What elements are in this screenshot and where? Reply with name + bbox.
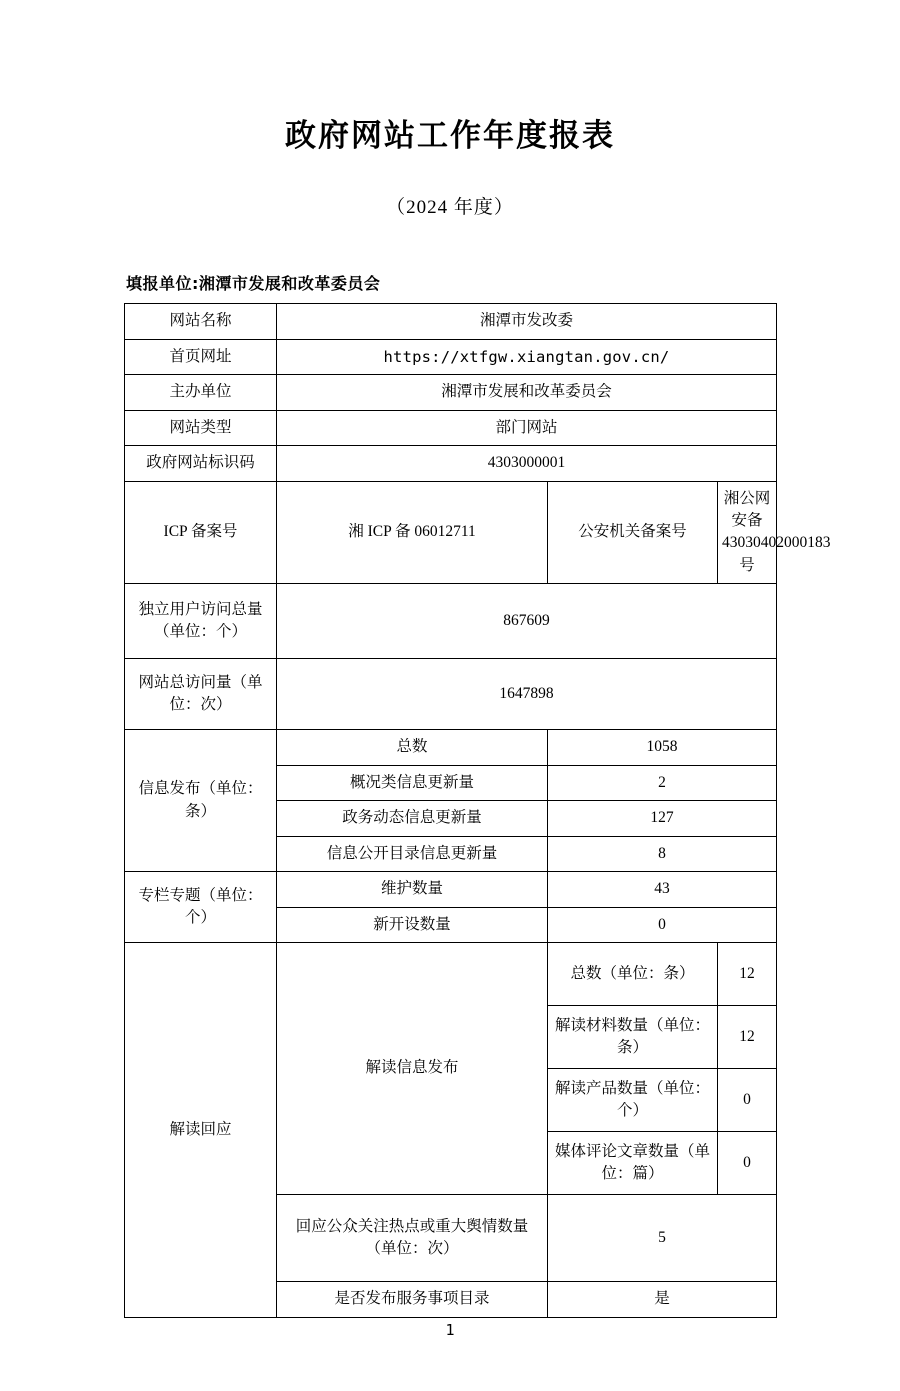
table-row [125, 584, 777, 659]
publish-label: 信息发布（单位：条） [125, 730, 277, 872]
publish-row-value: 8 [548, 836, 777, 871]
police-record-value: 湘公网安备 43030402000183 号 [718, 481, 777, 584]
site-type-value: 部门网站 [277, 410, 777, 445]
page-subtitle: （2024 年度） [386, 197, 514, 219]
hotspot-value: 5 [548, 1195, 777, 1282]
column-topic-label: 专栏专题（单位：个） [125, 872, 277, 943]
interpret-row-value: 12 [718, 943, 777, 1006]
publish-row-label: 政务动态信息更新量 [277, 801, 548, 836]
unique-visitors-label: 独立用户访问总量（单位：个） [125, 584, 277, 659]
service-catalog-value: 是 [548, 1282, 777, 1317]
page-number: 1 [445, 1321, 455, 1339]
table-row [125, 730, 777, 765]
service-catalog-label: 是否发布服务事项目录 [277, 1282, 548, 1317]
interpret-row-label: 总数（单位：条） [548, 943, 718, 1006]
site-code-label: 政府网站标识码 [125, 446, 277, 481]
table-row [125, 446, 777, 481]
column-row-label: 新开设数量 [277, 907, 548, 942]
interpret-row-label: 媒体评论文章数量（单位：篇） [548, 1132, 718, 1195]
site-name-value: 湘潭市发改委 [277, 304, 777, 339]
police-record-label: 公安机关备案号 [548, 481, 718, 584]
icp-value: 湘 ICP 备 06012711 [277, 481, 548, 584]
publish-row-label: 信息公开目录信息更新量 [277, 836, 548, 871]
interpret-publish-label: 解读信息发布 [277, 943, 548, 1195]
table-row [125, 304, 777, 339]
interpret-label: 解读回应 [125, 943, 277, 1317]
annual-report-table [124, 303, 831, 1318]
table-row [125, 943, 777, 1006]
table-row [125, 481, 777, 584]
table-row [125, 375, 777, 410]
total-visits-value: 1647898 [277, 659, 777, 730]
interpret-row-label: 解读产品数量（单位：个） [548, 1069, 718, 1132]
reporting-unit: 填报单位:湘潭市发展和改革委员会 [126, 274, 381, 294]
publish-row-value: 2 [548, 765, 777, 800]
table-row [125, 410, 777, 445]
column-row-value: 0 [548, 907, 777, 942]
interpret-row-value: 0 [718, 1132, 777, 1195]
total-visits-label: 网站总访问量（单位：次） [125, 659, 277, 730]
document-page [0, 118, 900, 1391]
publish-row-label: 概况类信息更新量 [277, 765, 548, 800]
sponsor-label: 主办单位 [125, 375, 277, 410]
page-title: 政府网站工作年度报表 [285, 118, 615, 154]
site-code-value: 4303000001 [277, 446, 777, 481]
table-row [125, 339, 777, 374]
interpret-row-label: 解读材料数量（单位：条） [548, 1006, 718, 1069]
table-row [125, 659, 777, 730]
icp-label: ICP 备案号 [125, 481, 277, 584]
publish-row-value: 1058 [548, 730, 777, 765]
publish-row-value: 127 [548, 801, 777, 836]
column-row-label: 维护数量 [277, 872, 548, 907]
site-name-label: 网站名称 [125, 304, 277, 339]
homepage-value: https://xtfgw.xiangtan.gov.cn/ [277, 339, 777, 374]
interpret-row-value: 0 [718, 1069, 777, 1132]
site-type-label: 网站类型 [125, 410, 277, 445]
sponsor-value: 湘潭市发展和改革委员会 [277, 375, 777, 410]
interpret-row-value: 12 [718, 1006, 777, 1069]
unique-visitors-value: 867609 [277, 584, 777, 659]
column-row-value: 43 [548, 872, 777, 907]
table-row [125, 872, 777, 907]
homepage-label: 首页网址 [125, 339, 277, 374]
hotspot-label: 回应公众关注热点或重大舆情数量（单位：次） [277, 1195, 548, 1282]
publish-row-label: 总数 [277, 730, 548, 765]
